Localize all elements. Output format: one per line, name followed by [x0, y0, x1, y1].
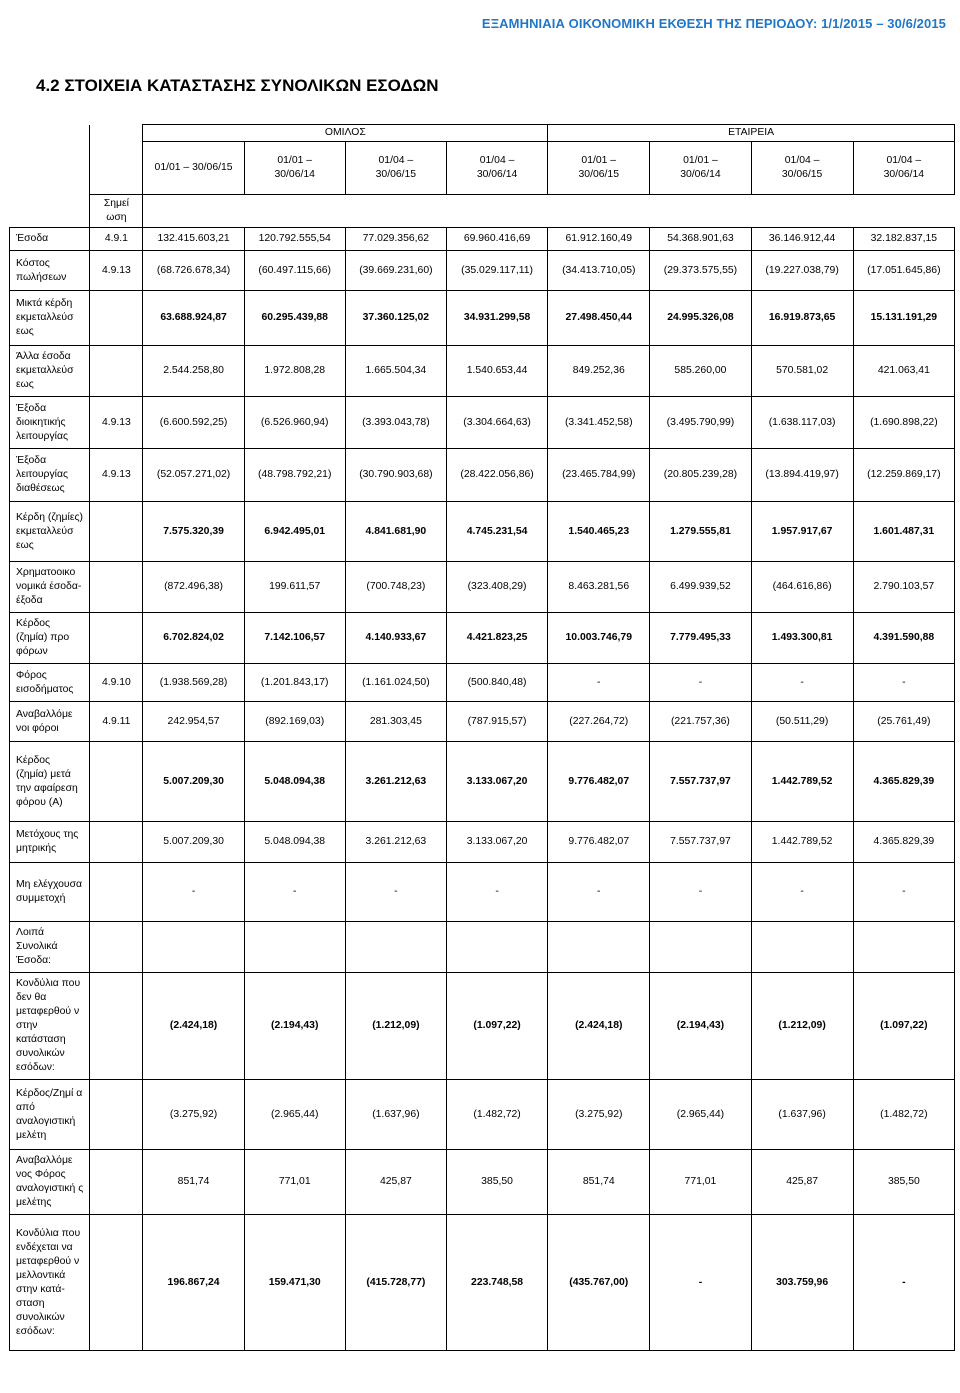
- value-cell: (1.201.843,17): [244, 664, 345, 702]
- value-cell: 3.261.212,63: [345, 822, 446, 863]
- value-cell: (1.482,72): [853, 1080, 954, 1150]
- row-note: [90, 973, 143, 1080]
- value-cell: (2.965,44): [244, 1080, 345, 1150]
- value-cell: (19.227.038,79): [751, 251, 853, 291]
- row-note: [90, 291, 143, 346]
- value-cell: (1.938.569,28): [143, 664, 244, 702]
- value-cell: (787.915,57): [446, 702, 547, 742]
- value-cell: 27.498.450,44: [548, 291, 650, 346]
- value-cell: -: [244, 863, 345, 922]
- value-cell: (1.097,22): [446, 973, 547, 1080]
- row-label: Μικτά κέρδη εκμεταλλεύσ εως: [10, 291, 90, 346]
- table-row: [10, 291, 955, 346]
- value-cell: [853, 922, 954, 973]
- value-cell: (50.511,29): [751, 702, 853, 742]
- value-cell: (415.728,77): [345, 1215, 446, 1351]
- value-cell: 36.146.912,44: [751, 228, 853, 251]
- row-note: [90, 1150, 143, 1215]
- row-label: Έξοδα λειτουργίας διαθέσεως: [10, 449, 90, 502]
- period-header: 01/01 – 30/06/14: [244, 142, 345, 195]
- table-row: [10, 613, 955, 664]
- value-cell: 4.391.590,88: [853, 613, 954, 664]
- value-cell: 3.133.067,20: [446, 742, 547, 822]
- value-cell: (221.757,36): [650, 702, 751, 742]
- value-cell: -: [650, 1215, 751, 1351]
- value-cell: (1.161.024,50): [345, 664, 446, 702]
- value-cell: 5.007.209,30: [143, 742, 244, 822]
- value-cell: 4.365.829,39: [853, 822, 954, 863]
- value-cell: (500.840,48): [446, 664, 547, 702]
- value-cell: (2.194,43): [244, 973, 345, 1080]
- period-header: 01/04 – 30/06/14: [446, 142, 547, 195]
- value-cell: 5.007.209,30: [143, 822, 244, 863]
- row-label: Άλλα έσοδα εκμεταλλεύσ εως: [10, 346, 90, 397]
- value-cell: 199.611,57: [244, 562, 345, 613]
- value-cell: 1.665.504,34: [345, 346, 446, 397]
- value-cell: (1.637,96): [751, 1080, 853, 1150]
- row-label: Κέρδη (ζημίες) εκμεταλλεύσ εως: [10, 502, 90, 562]
- table-row: [10, 1215, 955, 1351]
- value-cell: 4.841.681,90: [345, 502, 446, 562]
- value-cell: 9.776.482,07: [548, 822, 650, 863]
- value-cell: (39.669.231,60): [345, 251, 446, 291]
- value-cell: (60.497.115,66): [244, 251, 345, 291]
- value-cell: (892.169,03): [244, 702, 345, 742]
- value-cell: 1.601.487,31: [853, 502, 954, 562]
- value-cell: 10.003.746,79: [548, 613, 650, 664]
- value-cell: 7.557.737,97: [650, 742, 751, 822]
- value-cell: -: [548, 664, 650, 702]
- value-cell: -: [143, 863, 244, 922]
- row-note: [90, 863, 143, 922]
- table-row: [10, 449, 955, 502]
- comprehensive-income-table: [9, 124, 955, 1351]
- value-cell: 5.048.094,38: [244, 822, 345, 863]
- value-cell: 385,50: [853, 1150, 954, 1215]
- value-cell: (1.097,22): [853, 973, 954, 1080]
- value-cell: (68.726.678,34): [143, 251, 244, 291]
- value-cell: 60.295.439,88: [244, 291, 345, 346]
- table-row: [10, 922, 955, 973]
- value-cell: (464.616,86): [751, 562, 853, 613]
- row-note: [90, 346, 143, 397]
- value-cell: (3.495.790,99): [650, 397, 751, 449]
- value-cell: 9.776.482,07: [548, 742, 650, 822]
- table-row: [10, 502, 955, 562]
- value-cell: (1.638.117,03): [751, 397, 853, 449]
- value-cell: 7.557.737,97: [650, 822, 751, 863]
- value-cell: (25.761,49): [853, 702, 954, 742]
- row-note: [90, 922, 143, 973]
- value-cell: (1.690.898,22): [853, 397, 954, 449]
- value-cell: (2.965,44): [650, 1080, 751, 1150]
- value-cell: 570.581,02: [751, 346, 853, 397]
- row-note: [90, 562, 143, 613]
- row-label: Αναβαλλόμε νος Φόρος αναλογιστική ς μελέτης: [10, 1150, 90, 1215]
- value-cell: (872.496,38): [143, 562, 244, 613]
- value-cell: 77.029.356,62: [345, 228, 446, 251]
- value-cell: 771,01: [244, 1150, 345, 1215]
- value-cell: (1.212,09): [751, 973, 853, 1080]
- value-cell: 425,87: [345, 1150, 446, 1215]
- row-label: Κέρδος (ζημία) προ φόρων: [10, 613, 90, 664]
- row-note: 4.9.13: [90, 397, 143, 449]
- value-cell: (3.393.043,78): [345, 397, 446, 449]
- value-cell: (3.304.664,63): [446, 397, 547, 449]
- value-cell: 4.365.829,39: [853, 742, 954, 822]
- value-cell: 1.279.555,81: [650, 502, 751, 562]
- note-header-row: [10, 195, 955, 228]
- value-cell: (30.790.903,68): [345, 449, 446, 502]
- value-cell: 37.360.125,02: [345, 291, 446, 346]
- value-cell: 69.960.416,69: [446, 228, 547, 251]
- row-label: Μη ελέγχουσα συμμετοχή: [10, 863, 90, 922]
- table-row: [10, 664, 955, 702]
- value-cell: 849.252,36: [548, 346, 650, 397]
- value-cell: 1.442.789,52: [751, 822, 853, 863]
- row-label: Κέρδος (ζημία) μετά την αφαίρεση φόρου (Α): [10, 742, 90, 822]
- value-cell: 303.759,96: [751, 1215, 853, 1351]
- value-cell: -: [853, 863, 954, 922]
- value-cell: 120.792.555,54: [244, 228, 345, 251]
- value-cell: 15.131.191,29: [853, 291, 954, 346]
- value-cell: [548, 922, 650, 973]
- value-cell: (700.748,23): [345, 562, 446, 613]
- value-cell: 7.575.320,39: [143, 502, 244, 562]
- row-note: [90, 613, 143, 664]
- value-cell: 421.063,41: [853, 346, 954, 397]
- row-label: Αναβαλλόμε νοι φόροι: [10, 702, 90, 742]
- value-cell: (48.798.792,21): [244, 449, 345, 502]
- value-cell: (227.264,72): [548, 702, 650, 742]
- value-cell: 2.544.258,80: [143, 346, 244, 397]
- value-cell: (6.526.960,94): [244, 397, 345, 449]
- value-cell: (6.600.592,25): [143, 397, 244, 449]
- value-cell: -: [548, 863, 650, 922]
- section-title: 4.2 ΣΤΟΙΧΕΙΑ ΚΑΤΑΣΤΑΣΗΣ ΣΥΝΟΛΙΚΩΝ ΕΣΟΔΩΝ: [36, 76, 439, 95]
- row-label: Φόρος εισοδήματος: [10, 664, 90, 702]
- value-cell: (435.767,00): [548, 1215, 650, 1351]
- row-label: Κονδύλια που ενδέχεται να μεταφερθού ν μελλοντικά στην κατά-σταση συνολικών εσόδων:: [10, 1215, 90, 1351]
- value-cell: (1.637,96): [345, 1080, 446, 1150]
- value-cell: -: [345, 863, 446, 922]
- value-cell: (23.465.784,99): [548, 449, 650, 502]
- value-cell: 3.133.067,20: [446, 822, 547, 863]
- value-cell: 1.442.789,52: [751, 742, 853, 822]
- value-cell: 2.790.103,57: [853, 562, 954, 613]
- table-row: [10, 1080, 955, 1150]
- row-label: Λοιπά Συνολικά Έσοδα:: [10, 922, 90, 973]
- value-cell: (28.422.056,86): [446, 449, 547, 502]
- row-note: [90, 1215, 143, 1351]
- value-cell: (12.259.869,17): [853, 449, 954, 502]
- table-row: [10, 863, 955, 922]
- value-cell: 63.688.924,87: [143, 291, 244, 346]
- value-cell: (1.212,09): [345, 973, 446, 1080]
- value-cell: 6.702.824,02: [143, 613, 244, 664]
- value-cell: 34.931.299,58: [446, 291, 547, 346]
- value-cell: (52.057.271,02): [143, 449, 244, 502]
- value-cell: -: [650, 664, 751, 702]
- value-cell: (1.482,72): [446, 1080, 547, 1150]
- value-cell: 4.421.823,25: [446, 613, 547, 664]
- period-header: 01/01 – 30/06/14: [650, 142, 751, 195]
- table-row: [10, 562, 955, 613]
- table-row: [10, 702, 955, 742]
- value-cell: -: [751, 664, 853, 702]
- row-note: 4.9.13: [90, 251, 143, 291]
- row-note: 4.9.11: [90, 702, 143, 742]
- value-cell: [244, 922, 345, 973]
- value-cell: -: [650, 863, 751, 922]
- table-row: [10, 228, 955, 251]
- value-cell: 6.942.495,01: [244, 502, 345, 562]
- value-cell: 8.463.281,56: [548, 562, 650, 613]
- value-cell: (35.029.117,11): [446, 251, 547, 291]
- value-cell: 281.303,45: [345, 702, 446, 742]
- table-row: [10, 822, 955, 863]
- value-cell: [751, 922, 853, 973]
- value-cell: 1.972.808,28: [244, 346, 345, 397]
- report-header: ΕΞΑΜΗΝΙΑΙΑ ΟΙΚΟΝΟΜΙΚΗ ΕΚΘΕΣΗ ΤΗΣ ΠΕΡΙΟΔΟΥ: 1/1/2015 – 30/6/2015: [481, 16, 946, 31]
- value-cell: 1.957.917,67: [751, 502, 853, 562]
- value-cell: 585.260,00: [650, 346, 751, 397]
- value-cell: [345, 922, 446, 973]
- value-cell: 159.471,30: [244, 1215, 345, 1351]
- value-cell: 132.415.603,21: [143, 228, 244, 251]
- value-cell: (3.341.452,58): [548, 397, 650, 449]
- value-cell: 3.261.212,63: [345, 742, 446, 822]
- value-cell: -: [751, 863, 853, 922]
- period-header: 01/01 – 30/06/15: [548, 142, 650, 195]
- period-header: 01/04 – 30/06/15: [751, 142, 853, 195]
- note-header: Σημεί ωση: [90, 195, 143, 228]
- value-cell: 7.779.495,33: [650, 613, 751, 664]
- value-cell: 32.182.837,15: [853, 228, 954, 251]
- group-header-omilos: ΟΜΙΛΟΣ: [143, 125, 548, 142]
- row-note: [90, 742, 143, 822]
- value-cell: (34.413.710,05): [548, 251, 650, 291]
- row-note: [90, 1080, 143, 1150]
- value-cell: (2.194,43): [650, 973, 751, 1080]
- period-header-row: [10, 142, 955, 195]
- row-label: Χρηματοοικο νομικά έσοδα-έξοδα: [10, 562, 90, 613]
- value-cell: (13.894.419,97): [751, 449, 853, 502]
- value-cell: (2.424,18): [143, 973, 244, 1080]
- value-cell: 385,50: [446, 1150, 547, 1215]
- value-cell: 54.368.901,63: [650, 228, 751, 251]
- period-header: 01/04 – 30/06/14: [853, 142, 954, 195]
- row-label: Μετόχους της μητρικής: [10, 822, 90, 863]
- value-cell: 196.867,24: [143, 1215, 244, 1351]
- value-cell: 4.140.933,67: [345, 613, 446, 664]
- table-row: [10, 346, 955, 397]
- table-row: [10, 251, 955, 291]
- value-cell: 7.142.106,57: [244, 613, 345, 664]
- value-cell: [446, 922, 547, 973]
- row-note: 4.9.13: [90, 449, 143, 502]
- table-row: [10, 1150, 955, 1215]
- value-cell: 6.499.939,52: [650, 562, 751, 613]
- row-note: [90, 822, 143, 863]
- row-label: Κόστος πωλήσεων: [10, 251, 90, 291]
- value-cell: 5.048.094,38: [244, 742, 345, 822]
- row-label: Κονδύλια που δεν θα μεταφερθού ν στην κατάσταση συνολικών εσόδων:: [10, 973, 90, 1080]
- value-cell: -: [853, 664, 954, 702]
- row-label: Κέρδος/Ζημί α από αναλογιστική μελέτη: [10, 1080, 90, 1150]
- row-note: 4.9.1: [90, 228, 143, 251]
- table-row: [10, 397, 955, 449]
- row-label: Έξοδα διοικητικής λειτουργίας: [10, 397, 90, 449]
- row-note: 4.9.10: [90, 664, 143, 702]
- value-cell: 1.540.465,23: [548, 502, 650, 562]
- value-cell: (323.408,29): [446, 562, 547, 613]
- value-cell: [650, 922, 751, 973]
- group-header-row: [10, 125, 955, 142]
- value-cell: [143, 922, 244, 973]
- period-header: 01/04 – 30/06/15: [345, 142, 446, 195]
- value-cell: -: [853, 1215, 954, 1351]
- group-header-etaireia: ΕΤΑΙΡΕΙΑ: [548, 125, 955, 142]
- value-cell: -: [446, 863, 547, 922]
- value-cell: (17.051.645,86): [853, 251, 954, 291]
- value-cell: (20.805.239,28): [650, 449, 751, 502]
- period-header: 01/01 – 30/06/15: [143, 142, 244, 195]
- value-cell: (3.275,92): [143, 1080, 244, 1150]
- value-cell: 1.493.300,81: [751, 613, 853, 664]
- table-row: [10, 742, 955, 822]
- value-cell: 425,87: [751, 1150, 853, 1215]
- value-cell: 4.745.231,54: [446, 502, 547, 562]
- value-cell: (29.373.575,55): [650, 251, 751, 291]
- value-cell: 851,74: [548, 1150, 650, 1215]
- row-label: Έσοδα: [10, 228, 90, 251]
- value-cell: 61.912.160,49: [548, 228, 650, 251]
- value-cell: 851,74: [143, 1150, 244, 1215]
- value-cell: (3.275,92): [548, 1080, 650, 1150]
- value-cell: 1.540.653,44: [446, 346, 547, 397]
- row-note: [90, 502, 143, 562]
- value-cell: 24.995.326,08: [650, 291, 751, 346]
- value-cell: 242.954,57: [143, 702, 244, 742]
- value-cell: 223.748,58: [446, 1215, 547, 1351]
- table-body: [10, 228, 955, 1351]
- value-cell: 16.919.873,65: [751, 291, 853, 346]
- value-cell: (2.424,18): [548, 973, 650, 1080]
- value-cell: 771,01: [650, 1150, 751, 1215]
- table-row: [10, 973, 955, 1080]
